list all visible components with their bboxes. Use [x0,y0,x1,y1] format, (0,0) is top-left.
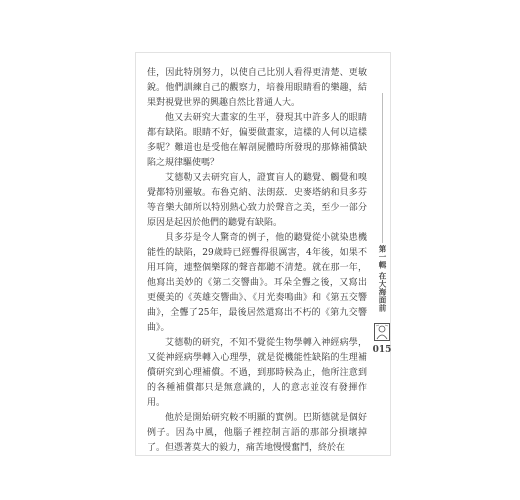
page-number: 015 [372,345,392,355]
book-page [135,52,391,456]
paragraph-2: 他又去研究大畫家的生平，發現其中許多人的眼睛都有缺陷。眼睛不好，偏要做畫家，這樣的人何以這樣多呢？難道也是受他在解剖屍體時所發現的那條補償缺陷之規律驅使嗎？ [147,113,367,168]
paragraph-3: 艾德勒又去研究盲人，證實盲人的聽覺、觸覺和嗅覺都特別靈敏。布魯克納、法朗茲．史麥塔納和貝多芬等音樂大師所以特別熱心致力於聲音之美，至少一部分原因是起因於他們的聽覺有缺陷。 [147,173,367,228]
side-rule-top [382,93,383,243]
paragraph-1: 佳，因此特別努力，以使自己比別人看得更清楚、更敏銳。他們訓練自己的觀察力，培養用眼睛看的樂趣，結果對視覺世界的興趣自然比普通人大。 [147,68,367,108]
portrait-seal-icon [374,323,390,341]
chapter-label: 第一輯 在大海面前 [378,245,387,313]
side-margin [372,53,392,457]
body-text [147,66,367,456]
paragraph-4: 貝多芬是令人驚奇的例子，他的聽覺從小就染患機能性的缺陷，29歲時已經聾得很厲害，4年後，如果不用耳筒，連整個樂隊的聲音都聽不清楚。就在那一年，他寫出美妙的《第二交響曲》。耳朵全聾之後，又寫出更優美的《英雄交響曲》、《月光奏鳴曲》和《第五交響曲》，全聾了25年，最後居然還寫出不朽的《第九交響曲》。 [147,233,367,333]
paragraph-5: 艾德勒的研究，不知不覺從生物學轉入神經病學，又從神經病學轉入心理學，就是從機能性缺陷的生理補償研究到心理補償。不過，到那時候為止，他所注意到的各種補償都只是無意識的，人的意志並沒有發揮作用。 [147,338,367,408]
paragraph-6: 他於是開始研究較不明顯的實例。巴斯德就是個好例子。因為中風，他腦子裡控制言語的那部分損壞掉了。但憑著莫大的毅力，痛苦地慢慢奮鬥，終於在 [147,413,367,453]
